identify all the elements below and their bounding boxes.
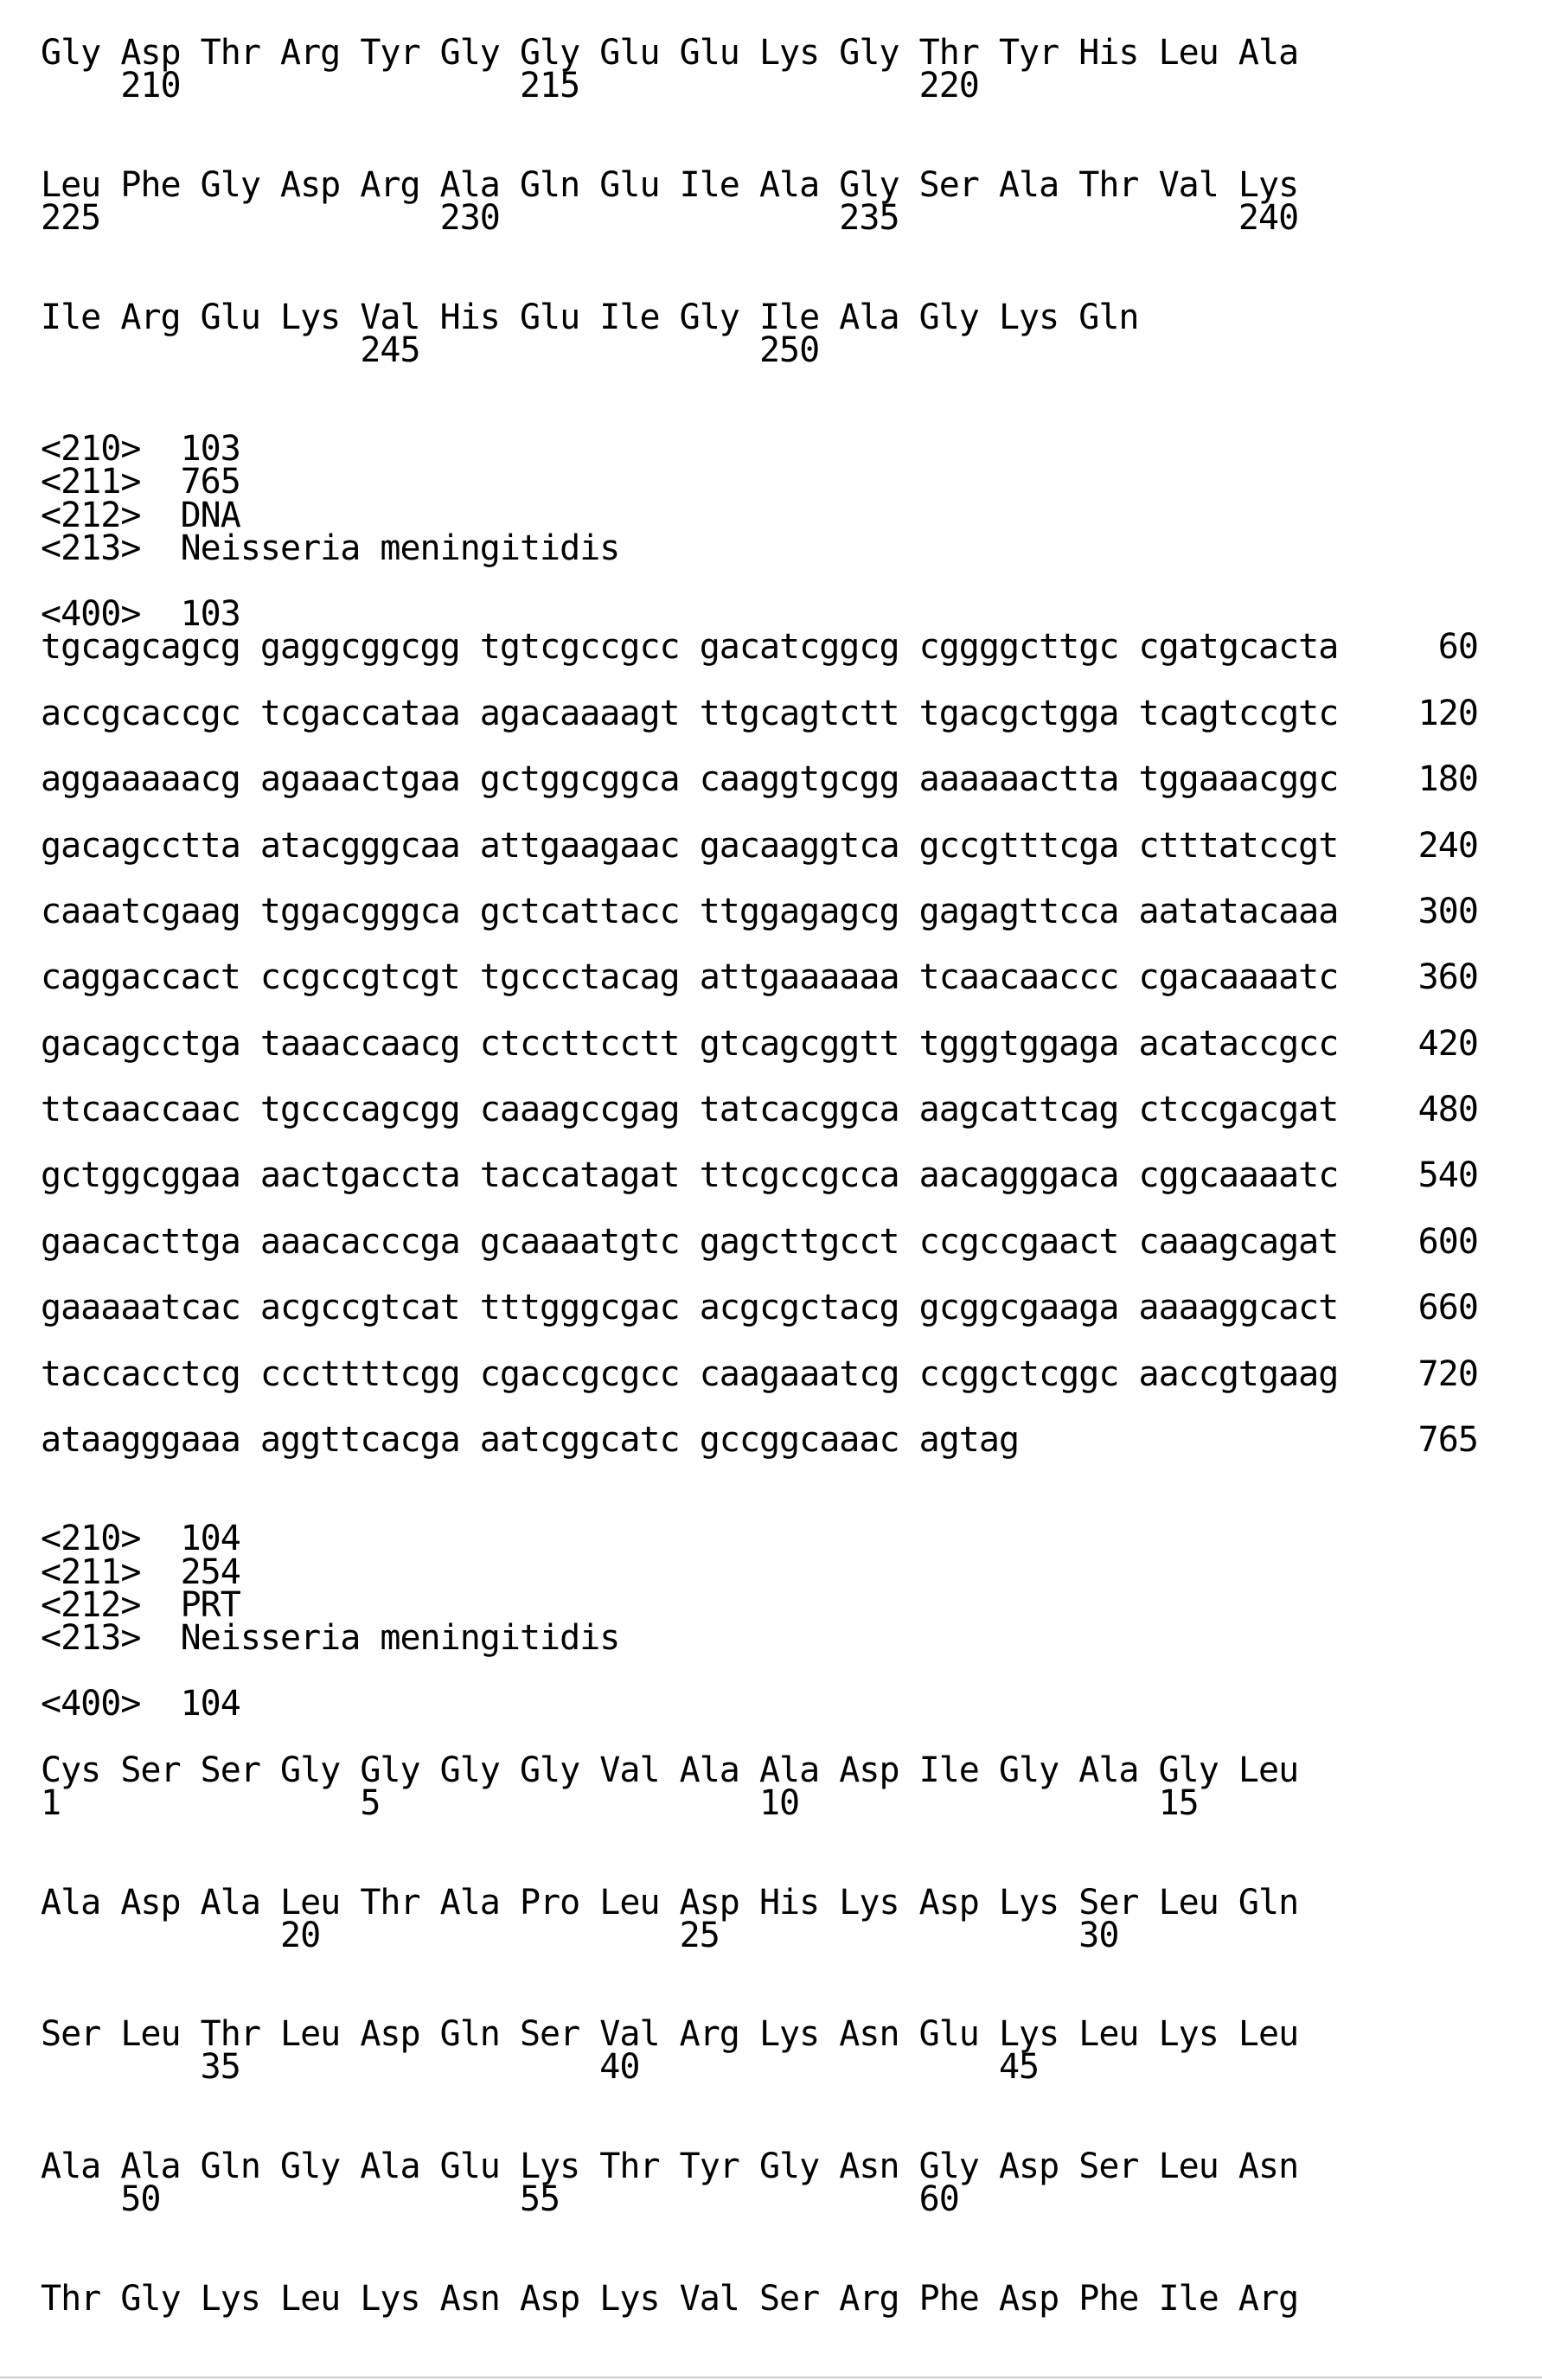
- tag-line: <400> 104: [41, 1684, 240, 1724]
- blank-line: [41, 1456, 1478, 1489]
- blank-line: [41, 1324, 1478, 1357]
- tag-line: <400> 103: [41, 594, 240, 635]
- residues-line: Cys Ser Ser Gly Gly Gly Gly Val Ala Ala Asp Ile Gly Ala Gly Leu: [41, 1750, 1299, 1790]
- dna-line: ataagggaaa aggttcacga aatcggcatc gccggcaaac agtag 765: [41, 1419, 1478, 1460]
- blank-line: [41, 928, 1478, 961]
- tag-line: <211> 254: [41, 1551, 240, 1592]
- page-bottom-edge: [0, 2377, 1542, 2378]
- residues-line: Ser Leu Thr Leu Asp Gln Ser Val Arg Lys Asn Glu Lys Leu Lys Leu: [41, 2014, 1299, 2055]
- tag-line: <213> Neisseria meningitidis: [41, 1618, 620, 1658]
- residues-line: Gly Asp Thr Arg Tyr Gly Gly Glu Glu Lys Gly Thr Tyr His Leu Ala: [41, 33, 1299, 73]
- blank-line: [41, 1721, 1478, 1754]
- blank-line: [41, 102, 1478, 135]
- blank-line: [41, 1193, 1478, 1225]
- blank-line: [41, 664, 1478, 697]
- blank-line: [41, 267, 1478, 300]
- residues-line: Ala Ala Gln Gly Ala Glu Lys Thr Tyr Gly Asn Gly Asp Ser Leu Asn: [41, 2146, 1299, 2186]
- numbering-line: 50 55 60: [41, 2179, 959, 2220]
- dna-line: gaacacttga aaacacccga gcaaaatgtc gagcttgcct ccgccgaact caaagcagat 600: [41, 1221, 1478, 1262]
- blank-line: [41, 2216, 1478, 2249]
- numbering-line: 245 250: [41, 329, 820, 370]
- tag-line: <213> Neisseria meningitidis: [41, 528, 620, 568]
- blank-line: [41, 730, 1478, 763]
- blank-line: [41, 1060, 1478, 1093]
- blank-line: [41, 2249, 1478, 2282]
- blank-line: [41, 234, 1478, 267]
- blank-line: [41, 2084, 1478, 2117]
- blank-line: [41, 1126, 1478, 1159]
- numbering-line: 1 5 10 15: [41, 1782, 1199, 1823]
- blank-line: [41, 1985, 1478, 2018]
- tag-line: <210> 104: [41, 1519, 240, 1559]
- blank-line: [41, 1654, 1478, 1687]
- tag-line: <211> 765: [41, 462, 240, 502]
- dna-line: gaaaaatcac acgccgtcat tttgggcgac acgcgctacg gcggcgaaga aaaaggcact 660: [41, 1288, 1478, 1328]
- numbering-line: 210 215 220: [41, 66, 979, 106]
- residues-line: Leu Phe Gly Asp Arg Ala Gln Glu Ile Ala Gly Ser Ala Thr Val Lys: [41, 164, 1299, 205]
- blank-line: [41, 367, 1478, 400]
- blank-line: [41, 2117, 1478, 2150]
- blank-line: [41, 862, 1478, 895]
- dna-line: gctggcggaa aactgaccta taccatagat ttcgccgcca aacagggaca cggcaaaatc 540: [41, 1155, 1478, 1196]
- dna-line: taccacctcg cccttttcgg cgaccgcgcc caagaaatcg ccggctcggc aaccgtgaag 720: [41, 1353, 1478, 1394]
- numbering-line: 35 40 45: [41, 2047, 1040, 2088]
- blank-line: [41, 565, 1478, 598]
- residues-line: Thr Gly Lys Leu Lys Asn Asp Lys Val Ser Arg Phe Asp Phe Ile Arg: [41, 2278, 1299, 2319]
- blank-line: [41, 400, 1478, 432]
- sequence-listing-text: [41, 33, 1478, 2319]
- residues-line: Ile Arg Glu Lys Val His Glu Ile Gly Ile Ala Gly Lys Gln: [41, 297, 1139, 337]
- blank-line: [41, 1820, 1478, 1852]
- dna-line: ttcaaccaac tgcccagcgg caaagccgag tatcacggca aagcattcag ctccgacgat 480: [41, 1090, 1478, 1129]
- blank-line: [41, 136, 1478, 169]
- dna-line: caaatcgaag tggacgggca gctcattacc ttggagagcg gagagttcca aatatacaaa 300: [41, 891, 1478, 931]
- blank-line: [41, 1258, 1478, 1291]
- numbering-line: 225 230 235 240: [41, 197, 1299, 238]
- dna-line: gacagcctta atacgggcaa attgaagaac gacaaggtca gccgtttcga ctttatccgt 240: [41, 825, 1478, 866]
- blank-line: [41, 1391, 1478, 1424]
- dna-line: gacagcctga taaaccaacg ctccttcctt gtcagcggtt tgggtggaga acataccgcc 420: [41, 1023, 1478, 1064]
- blank-line: [41, 1852, 1478, 1885]
- tag-line: <210> 103: [41, 429, 240, 470]
- tag-line: <212> PRT: [41, 1584, 240, 1625]
- residues-line: Ala Asp Ala Leu Thr Ala Pro Leu Asp His Lys Asp Lys Ser Leu Gln: [41, 1882, 1299, 1923]
- dna-line: caggaccact ccgccgtcgt tgccctacag attgaaaaaa tcaacaaccc cgacaaaatc 360: [41, 957, 1478, 998]
- blank-line: [41, 1489, 1478, 1522]
- numbering-line: 20 25 30: [41, 1915, 1119, 1955]
- tag-line: <212> DNA: [41, 495, 240, 535]
- blank-line: [41, 796, 1478, 829]
- dna-line: tgcagcagcg gaggcggcgg tgtcgccgcc gacatcggcg cggggcttgc cgatgcacta 60: [41, 627, 1478, 668]
- dna-line: aggaaaaacg agaaactgaa gctggcggca caaggtgcgg aaaaaactta tggaaacggc 180: [41, 759, 1478, 800]
- blank-line: [41, 994, 1478, 1027]
- blank-line: [41, 1952, 1478, 1985]
- dna-line: accgcaccgc tcgaccataa agacaaaagt ttgcagtctt tgacgctgga tcagtccgtc 120: [41, 693, 1478, 733]
